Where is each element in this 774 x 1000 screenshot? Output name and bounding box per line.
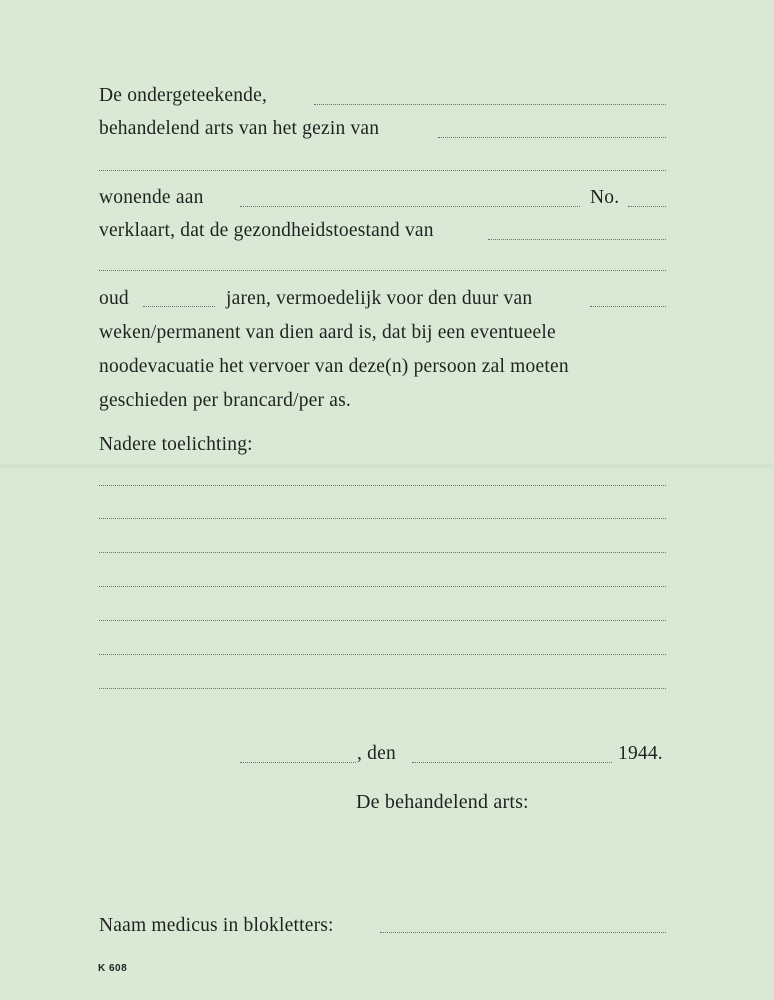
further-explanation-label: Nadere toelichting: [99,434,253,455]
address-field[interactable] [240,206,580,207]
house-number-field[interactable] [628,206,666,207]
explanation-line[interactable] [99,620,666,621]
statement-line-2: noodevacuatie het vervoer van deze(n) persoon zal moeten [99,356,569,377]
house-number-label: No. [590,187,620,208]
explanation-line[interactable] [99,552,666,553]
family-name-field-continued[interactable] [99,170,666,171]
age-label: oud [99,288,129,309]
patient-name-field-continued[interactable] [99,270,666,271]
doctor-name-label: Naam medicus in blokletters: [99,915,334,936]
explanation-line[interactable] [99,518,666,519]
statement-line-3: geschieden per brancard/per as. [99,390,351,411]
address-label: wonende aan [99,187,204,208]
place-field[interactable] [240,762,356,763]
date-label: , den [357,743,396,764]
duration-field[interactable] [590,306,666,307]
undersigned-field[interactable] [314,104,666,105]
patient-name-field[interactable] [488,239,666,240]
health-status-label: verklaart, dat de gezondheidstoestand van [99,220,434,241]
form-code: K 608 [98,963,128,974]
family-name-field[interactable] [438,137,666,138]
explanation-line[interactable] [99,688,666,689]
explanation-line[interactable] [99,654,666,655]
paper-fold [0,462,774,470]
date-field[interactable] [412,762,612,763]
explanation-line[interactable] [99,586,666,587]
family-doctor-label: behandelend arts van het gezin van [99,118,380,139]
duration-label: jaren, vermoedelijk voor den duur van [226,288,533,309]
statement-line-1: weken/permanent van dien aard is, dat bij een eventueele [99,322,556,343]
doctor-signature-label: De behandelend arts: [356,791,529,813]
doctor-name-field[interactable] [380,932,666,933]
age-field[interactable] [143,306,215,307]
undersigned-label: De ondergeteekende, [99,85,268,106]
year-label: 1944. [618,743,663,764]
explanation-line[interactable] [99,485,666,486]
